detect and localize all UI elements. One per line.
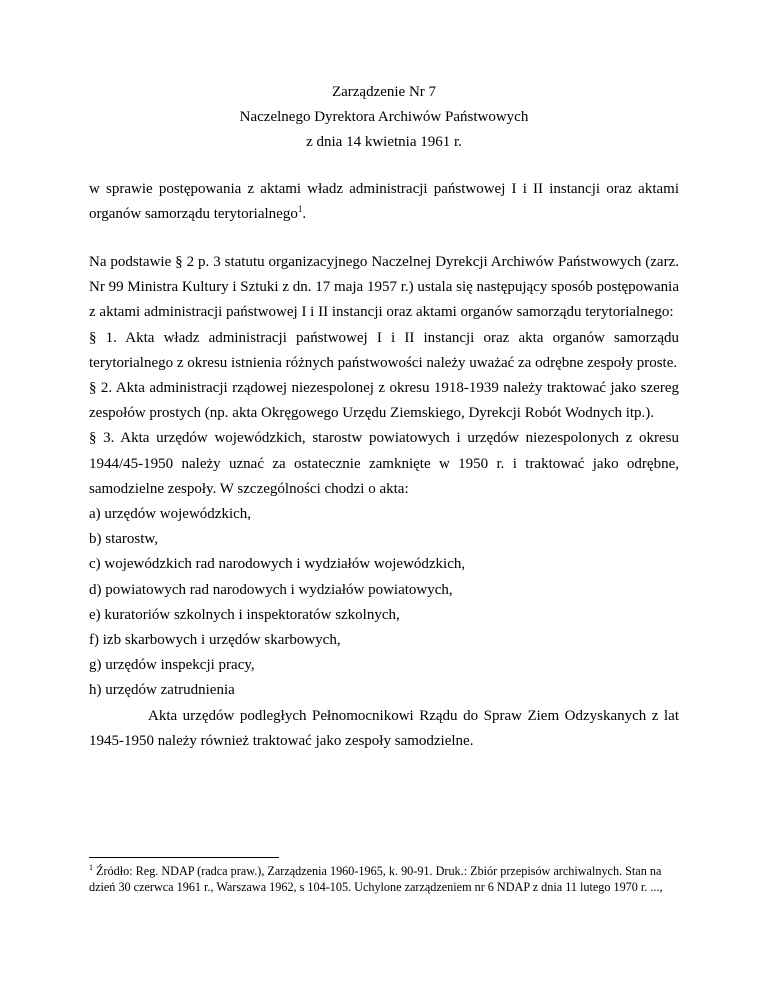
subject-text: w sprawie postępowania z aktami władz administracji państwowej I i II instancji oraz aktami organów samorządu terytorialnego [89, 181, 679, 223]
document-date: z dnia 14 kwietnia 1961 r. [306, 134, 462, 150]
subject-line [89, 177, 679, 227]
issuing-authority: Naczelnego Dyrektora Archiwów Państwowych [239, 109, 529, 125]
list-item: f) izb skarbowych i urzędów skarbowych, [89, 632, 341, 649]
list-item: b) starostw, [89, 531, 159, 548]
footnote [89, 864, 679, 895]
section-1: § 1. Akta władz administracji państwowej I i II instancji oraz akta organów samorządu terytorialnego z okresu istnienia różnych państwowości należy uważać za odrębne zespoły proste. [89, 329, 679, 371]
preamble: Na podstawie § 2 p. 3 statutu organizacyjnego Naczelnej Dyrekcji Archiwów Państwowych (zarz. Nr 99 Ministra Kultury i Sztuki z dn. 17 maja 1957 r.) ustala się następujący sposób postępowania z aktami administracji państwowej I i II instancji oraz aktami organów samorządu terytorialnego: [89, 254, 679, 321]
section-2: § 2. Akta administracji rządowej niezespolonej z okresu 1918-1939 należy traktować jako szereg zespołów prostych (np. akta Okręgowego Urzędu Ziemskiego, Dyrekcji Robót Wodnych itp.). [89, 380, 679, 422]
document-title: Zarządzenie Nr 7 [331, 84, 437, 100]
list-item: c) wojewódzkich rad narodowych i wydziałów wojewódzkich, [89, 556, 466, 573]
document-body [89, 250, 679, 754]
footnote-text: Źródło: Reg. NDAP (radca praw.), Zarządzenia 1960-1965, k. 90-91. Druk.: Zbiór przepisów archiwalnych. Stan na dzień 30 czerwca 1961 r., Warszawa 1962, s 104-105. Uchylone zarządzeniem nr 6 NDAP z dnia 11 lutego 1970 r. ..., [89, 864, 663, 894]
list-item: e) kuratoriów szkolnych i inspektoratów szkolnych, [89, 606, 400, 623]
closing-paragraph: Akta urzędów podległych Pełnomocnikowi Rządu do Spraw Ziem Odzyskanych z lat 1945-1950 należy również traktować jako zespoły samodzielne. [89, 707, 679, 749]
footnote-marker: 1 [89, 862, 93, 872]
list-item: h) urzędów zatrudnienia [89, 682, 235, 699]
subject-end: . [302, 206, 307, 223]
section-3: § 3. Akta urzędów wojewódzkich, starostw powiatowych i urzędów niezespolonych z okresu 1944/45-1950 należy uznać za ostatecznie zamknięte w 1950 r. i traktować jako odrębne, samodzielne zespoły. W szczególności chodzi o akta: [89, 430, 679, 497]
list-item: g) urzędów inspekcji pracy, [89, 657, 255, 674]
footnote-reference: 1 [297, 204, 303, 215]
list-item: a) urzędów wojewódzkich, [89, 506, 252, 523]
list-item: d) powiatowych rad narodowych i wydziałów powiatowych, [89, 581, 453, 598]
footnote-divider [89, 857, 279, 858]
